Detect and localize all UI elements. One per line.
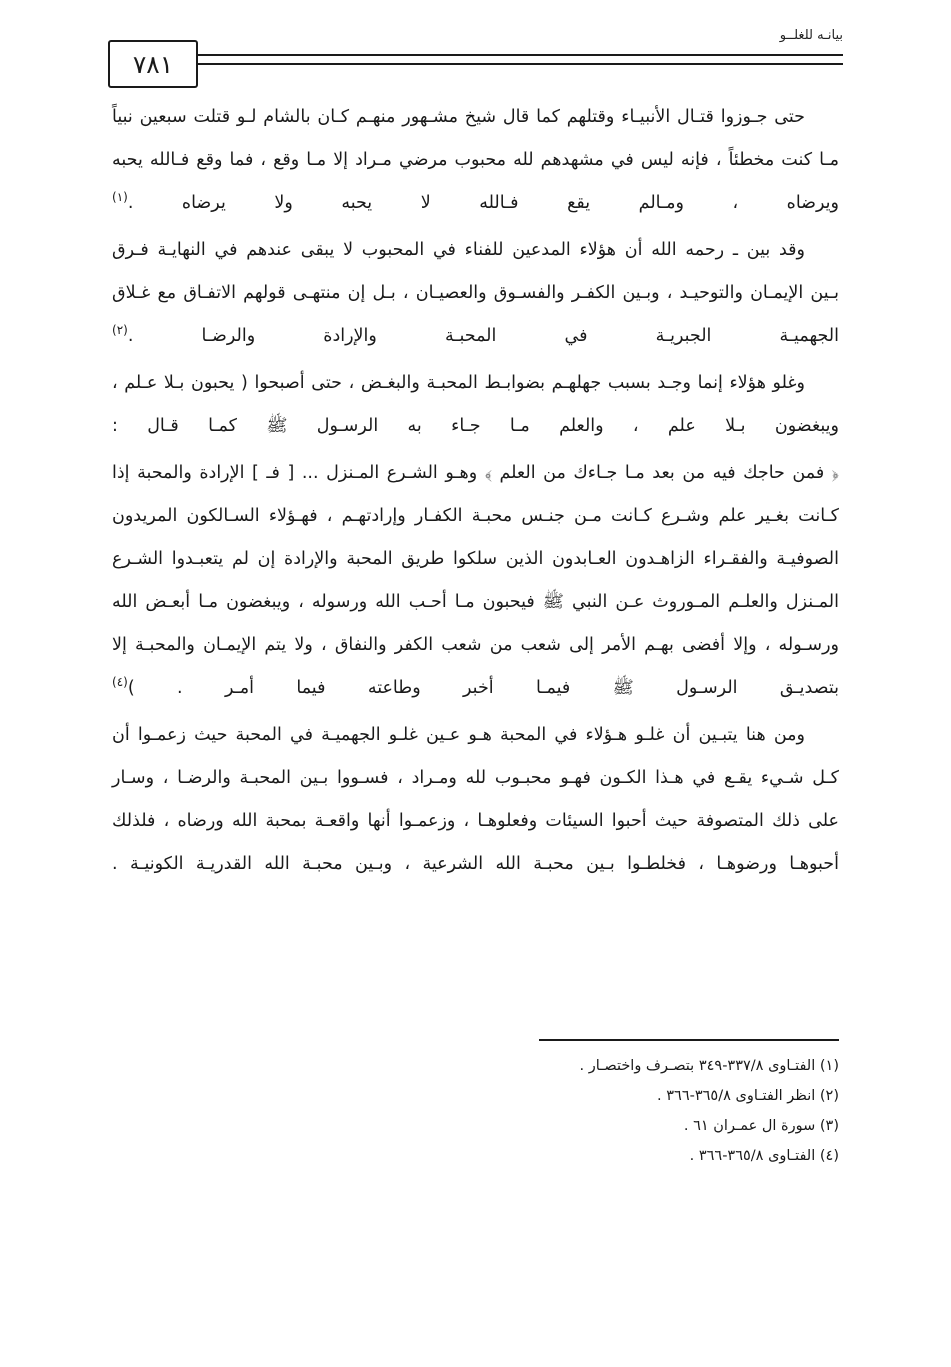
paragraph-1-text: حتى جـوزوا قتـال الأنبيـاء وقتلهم كما قال شيخ مشـهور منهـم كـان بالشام لـو قتلت سبعين نبياً مـا كنت مخطئاً ، فإنه ليس في مشهدهم لله محبوب مرضي مـراد إلا مـا وقع ، فما وقع فـالله يحبه ويرضاه ، ومـالم يقع فـالله لا يحبه ولا يرضاه . <box>112 107 839 213</box>
footnote-item: (١) الفتـاوى ٣٣٧/٨-٣٤٩ بتصـرف واختصـار . <box>579 1058 839 1074</box>
paragraph-4 <box>112 452 839 710</box>
paragraph-2 <box>112 229 839 358</box>
paragraph-2-text: وقد بين ـ رحمه الله أن هؤلاء المدعين للفناء في المحبوب لا يبقى عندهم في النهايـة فـرق بـين الإيمـان والتوحيـد ، وبـين الكفـر والفسـوق والعصيـان ، بـل إن منتهـى قولهم الاتفـاق مع غـلاق الجهميـة الجبريـة في المحبـة والإرادة والرضـا . <box>112 240 839 346</box>
page-number-container <box>108 40 198 88</box>
footnotes-section <box>112 1039 839 1171</box>
footnote-separator <box>539 1039 839 1041</box>
footnote-item: (٤) الفتـاوى ٣٦٥/٨-٣٦٦ . <box>689 1148 839 1164</box>
paragraph-3-text: وغلو هؤلاء إنما وجـد بسبب جهلهـم بضوابـط المحبـة والبغـض ، حتى أصبحوا ( يحبون بـلا عـلم ، ويبغضون بـلا علم ، والعلم مـا جـاء به الرسـول ﷺ كمـا قـال : <box>112 373 839 436</box>
page-number: ٧٨١ <box>108 40 198 88</box>
footnote-item: (٣) سورة ال عمـران ٦١ . <box>683 1118 839 1134</box>
paragraph-1 <box>112 96 839 225</box>
paragraph-5-text: ومن هنا يتبـين أن غلـو هـؤلاء في المحبة هـو عـين غلـو الجهميـة في المحبة حيث زعمـوا أن كـل شـيء يقـع في هـذا الكـون فهـو محبـوب لله ومـراد ، فسـووا بـين المحبـة والرضـا ، وسـار على ذلك المتصوفة حيث أحبوا السيئات وفعلوهـا ، وزعمـوا أنها واقعـة بمحبة الله ورضاه ، فلذلك أحبوهـا ورضوهـا ، فخلطـوا بـين محبـة الله الشرعية ، وبـين محبـة الله القدريـة الكونيـة . <box>112 725 839 874</box>
footnote-item: (٢) انظر الفتـاوى ٣٦٥/٨-٣٦٦ . <box>657 1088 839 1104</box>
page-header <box>108 28 843 88</box>
footnote-marker-2: (٢) <box>112 323 128 338</box>
page-content <box>112 96 839 890</box>
paragraph-4-text: ﴿ فمن حاجك فيه من بعد مـا جـاءك من العلم ﴾ وهـو الشـرع المـنزل ... [ فـ ] الإرادة والمحبة إذا كـانت بغـير علم وشـرع كـانت مـن جنـس محبـة الكفـار وإرادتهـم ، فهـؤلاء السـالكون المريدون الصوفيـة والفقـراء الزاهـدون العـابدون الذين سلكوا طريق المحبة والإرادة إن لم يتعبـدوا الشـرع المـنزل والعلـم المـوروث عـن النبي ﷺ فيحبون مـا أحـب الله ورسوله ، ويبغضون مـا أبعـض الله ورسـوله ، وإلا أفضى بهـم الأمر إلى شعب من شعب الكفر والنفاق ، ولا يتم الإيمـان والمحبـة إلا بتصديـق الرسـول ﷺ فيمـا أخبر وطاعته فيما أمـر . ) <box>112 463 839 698</box>
footnote-marker-4: (٤) <box>112 675 128 690</box>
paragraph-5 <box>112 714 839 886</box>
running-title: بيانـه للغلــو <box>779 28 843 43</box>
header-rule-bottom <box>108 63 843 65</box>
header-divider <box>108 54 843 70</box>
footnote-marker-1: (١) <box>112 190 128 205</box>
paragraph-3 <box>112 362 839 448</box>
header-rule-top <box>108 54 843 56</box>
